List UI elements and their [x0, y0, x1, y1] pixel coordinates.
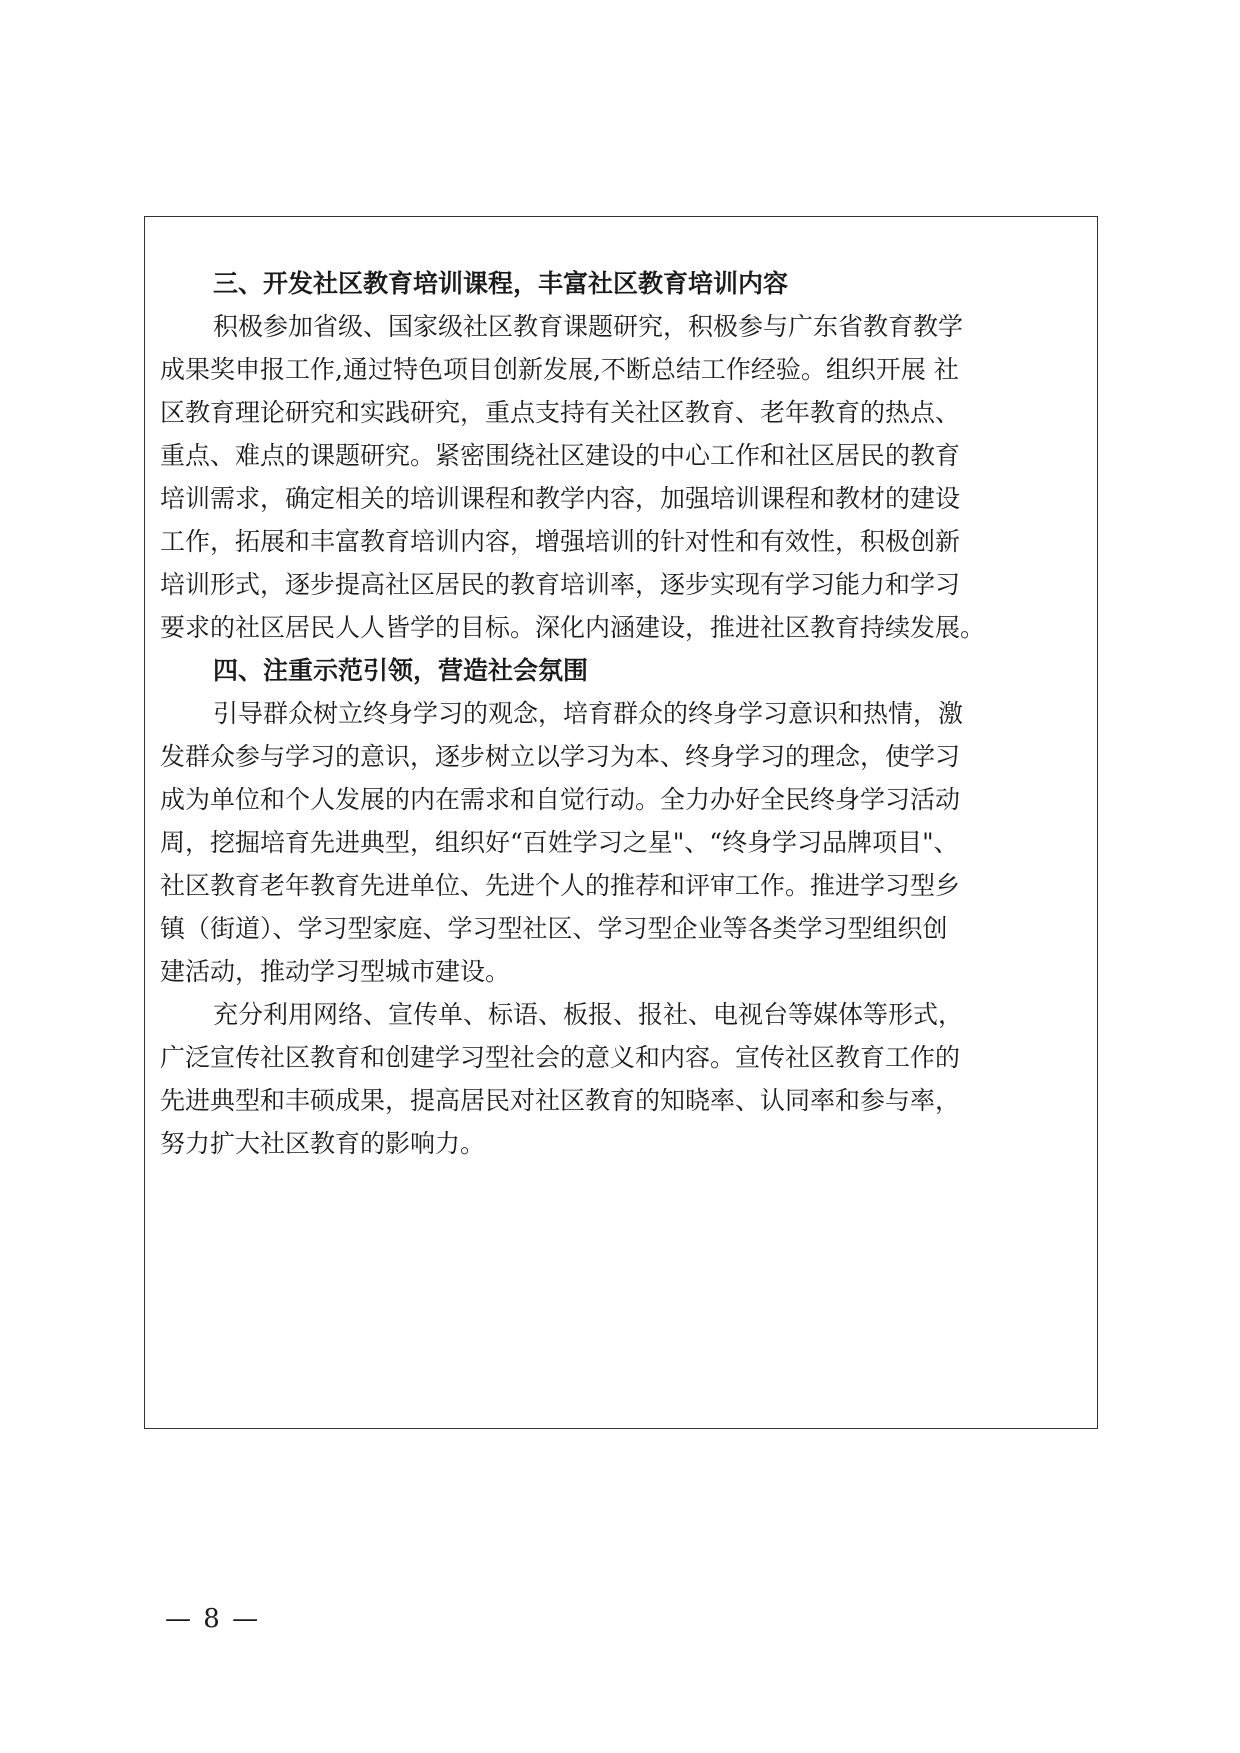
text-line: 要求的社区居民人人皆学的目标。深化内涵建设，推进社区教育持续发展。 [160, 613, 986, 642]
text-line: 镇（街道）、学习型家庭、学习型社区、学习型企业等各类学习型组织创 [160, 914, 948, 943]
text-line: 努力扩大社区教育的影响力。 [160, 1129, 486, 1158]
section-heading: 四、注重示范引领，营造社会氛围 [213, 656, 589, 685]
text-line: 成果奖申报工作,通过特色项目创新发展,不断总结工作经验。组织开展 社 [160, 355, 959, 384]
text-line: 成为单位和个人发展的内在需求和自觉行动。全力办好全民终身学习活动 [160, 785, 961, 814]
page-number: — 8 — [165, 1604, 261, 1634]
text-line: 区教育理论研究和实践研究，重点支持有关社区教育、老年教育的热点、 [160, 398, 961, 427]
text-line: 社区教育老年教育先进单位、先进个人的推荐和评审工作。推进学习型乡 [160, 871, 961, 900]
paragraph [160, 692, 1080, 993]
text-line: 引导群众树立终身学习的观念，培育群众的终身学习意识和热情，激 [213, 699, 964, 728]
text-line: 广泛宣传社区教育和创建学习型社会的意义和内容。宣传社区教育工作的 [160, 1043, 961, 1072]
text-line: 重点、难点的课题研究。紧密围绕社区建设的中心工作和社区居民的教育 [160, 441, 961, 470]
text-line: 培训需求，确定相关的培训课程和教学内容，加强培训课程和教材的建设 [160, 484, 961, 513]
text-line: 积极参加省级、国家级社区教育课题研究，积极参与广东省教育教学 [213, 312, 964, 341]
section-heading: 三、开发社区教育培训课程，丰富社区教育培训内容 [213, 269, 789, 298]
text-line: 周，挖掘培育先进典型，组织好“百姓学习之星"、“终身学习品牌项目"、 [160, 828, 959, 857]
text-line: 发群众参与学习的意识，逐步树立以学习为本、终身学习的理念，使学习 [160, 742, 961, 771]
text-line: 充分利用网络、宣传单、标语、板报、报社、电视台等媒体等形式， [213, 1000, 964, 1029]
document-body [160, 262, 1080, 1165]
text-line: 工作，拓展和丰富教育培训内容，增强培训的针对性和有效性，积极创新 [160, 527, 961, 556]
paragraph [160, 993, 1080, 1165]
text-line: 建活动，推动学习型城市建设。 [160, 957, 511, 986]
text-line: 培训形式，逐步提高社区居民的教育培训率，逐步实现有学习能力和学习 [160, 570, 961, 599]
paragraph [160, 305, 1080, 649]
text-line: 先进典型和丰硕成果，提高居民对社区教育的知晓率、认同率和参与率， [160, 1086, 961, 1115]
